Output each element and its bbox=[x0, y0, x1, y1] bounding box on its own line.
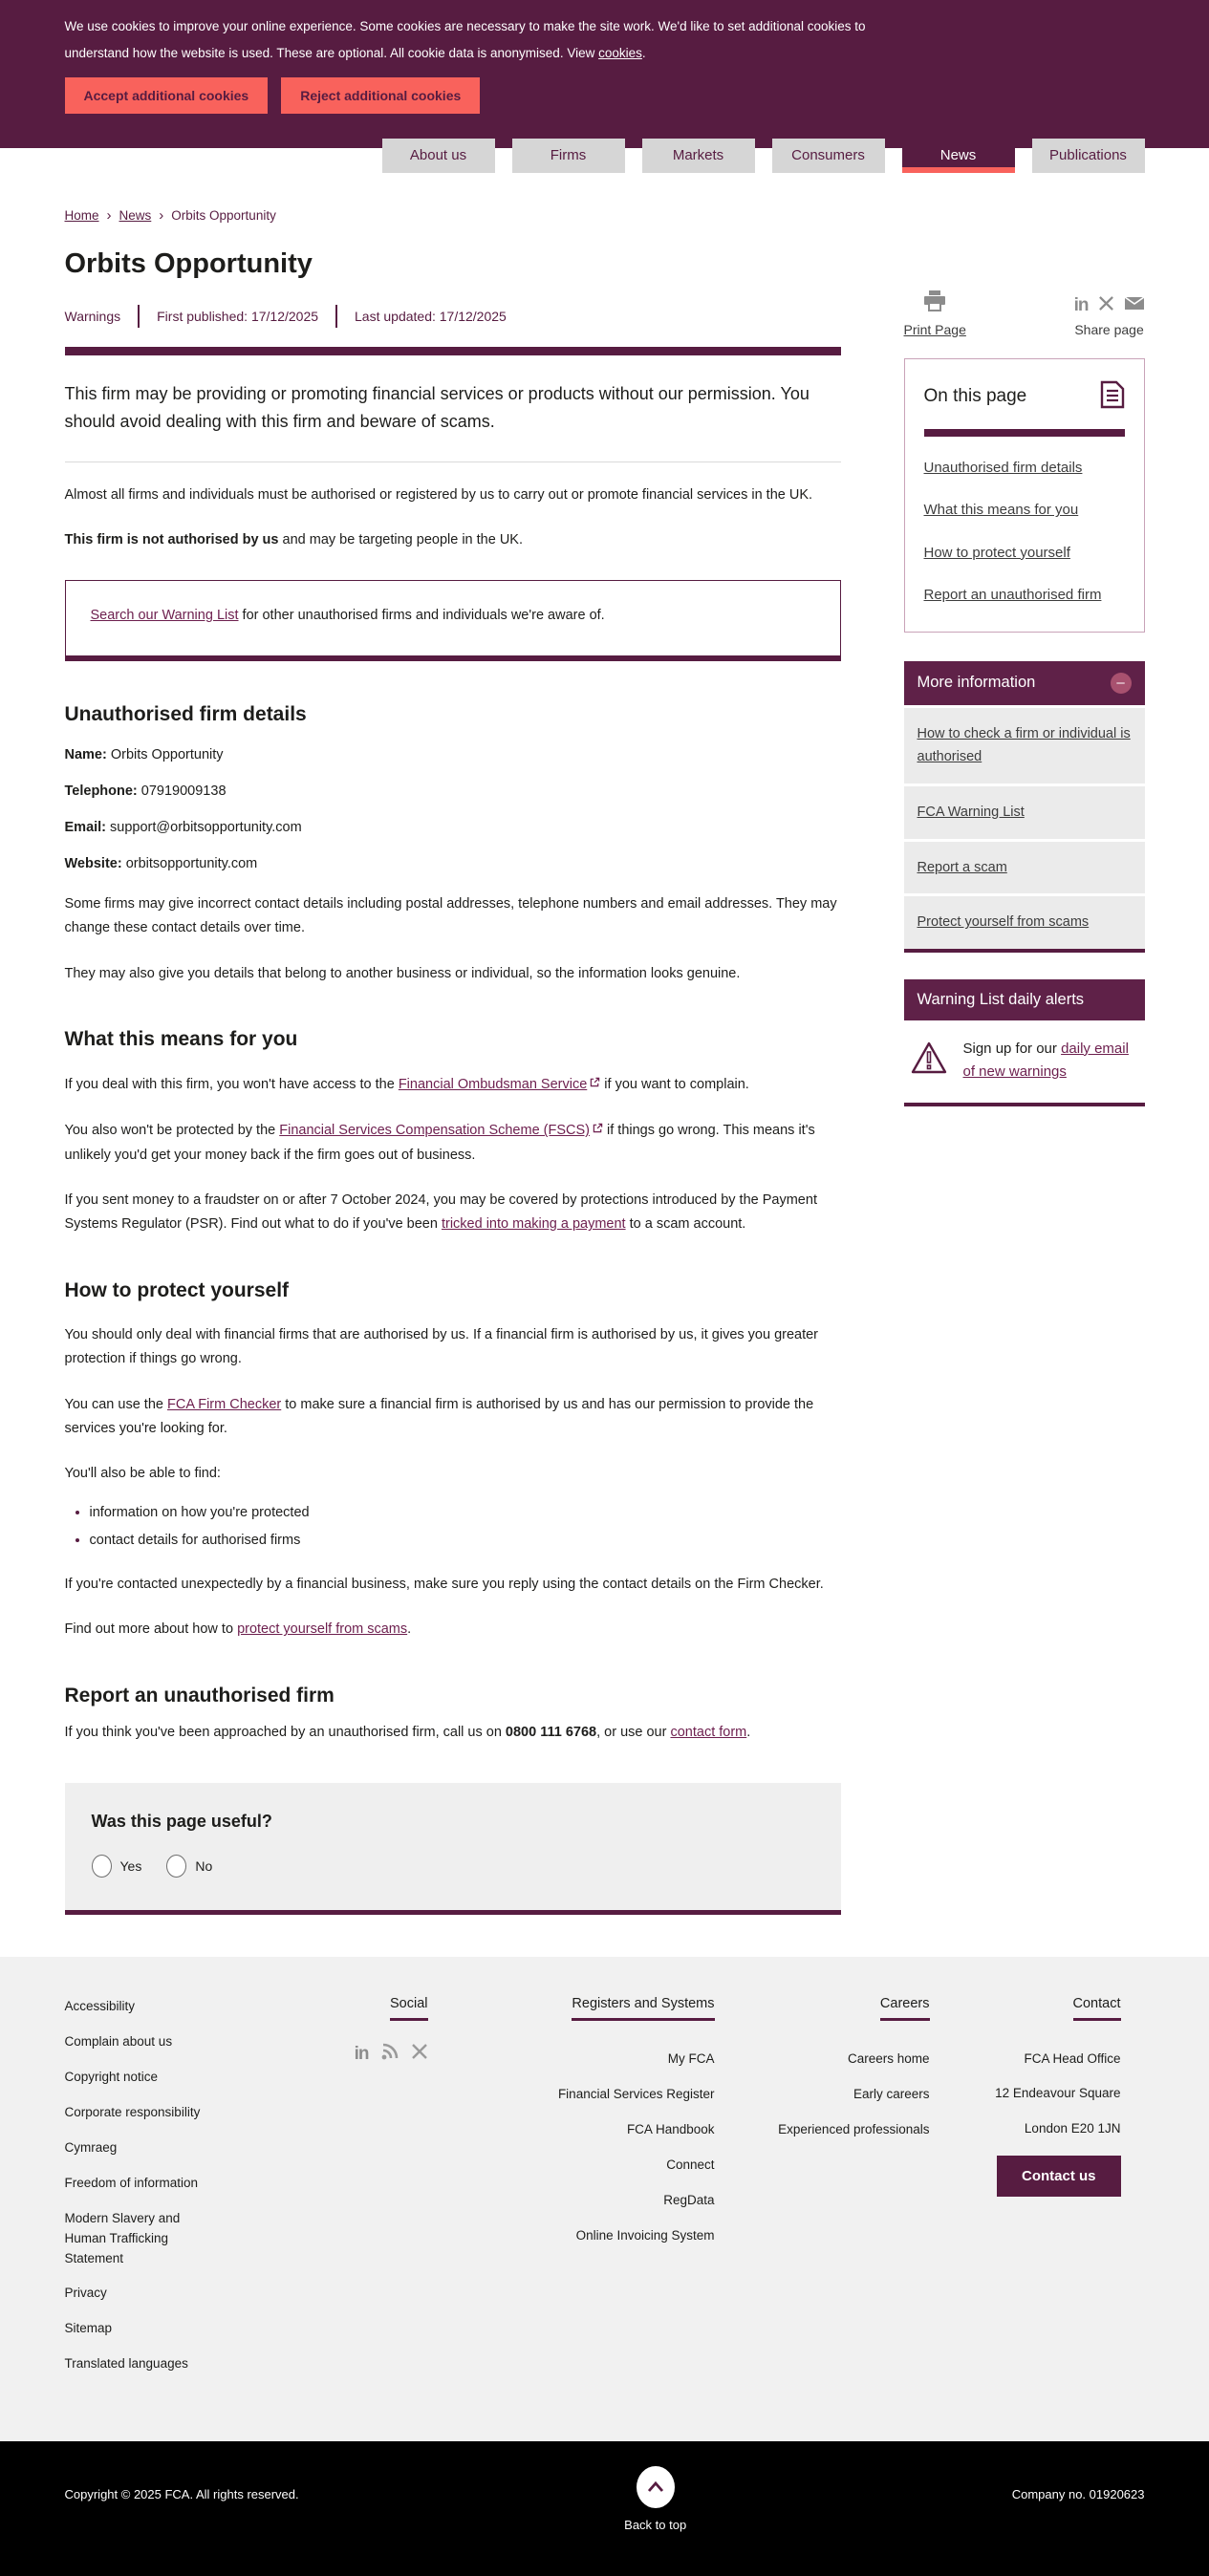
feedback-no-option[interactable] bbox=[166, 1855, 212, 1878]
title-accent-bar bbox=[65, 347, 841, 355]
firm-telephone-label: Telephone: bbox=[64, 783, 138, 799]
text: to a scam account. bbox=[625, 1216, 746, 1233]
on-this-page-link-report-firm[interactable]: Report an unauthorised firm bbox=[923, 587, 1102, 604]
bullet-item: • information on how you're protected bbox=[90, 1502, 841, 1524]
main-content bbox=[65, 248, 841, 1916]
contact-us-button[interactable]: Contact us bbox=[997, 2156, 1121, 2197]
cookie-banner bbox=[0, 0, 1209, 131]
contact-address-line: London E20 1JN bbox=[1024, 2120, 1121, 2136]
copyright-text: Copyright © 2025 FCA. All rights reserved. bbox=[64, 2487, 299, 2502]
warning-list-callout bbox=[65, 580, 841, 661]
report-phone-number: 0800 111 6768 bbox=[505, 1724, 597, 1740]
x-share-icon[interactable] bbox=[1098, 295, 1114, 316]
site-header bbox=[0, 131, 1209, 163]
meta-category: Warnings bbox=[64, 308, 121, 324]
nav-tab-firms[interactable]: Firms bbox=[512, 139, 625, 173]
text: . bbox=[407, 1621, 412, 1638]
intro-paragraph: Almost all firms and individuals must be authorised or registered by us to carry out or promote financial services in the UK. bbox=[64, 487, 813, 504]
warning-alerts-signup bbox=[904, 1020, 1145, 1106]
rss-icon[interactable] bbox=[380, 2042, 399, 2066]
x-icon[interactable] bbox=[411, 2043, 428, 2065]
firm-email-row bbox=[65, 820, 841, 835]
footer-link-regdata[interactable]: RegData bbox=[663, 2192, 715, 2207]
more-information-header[interactable] bbox=[904, 661, 1145, 705]
protect-yourself-scams-link[interactable]: Protect yourself from scams bbox=[917, 914, 1090, 931]
tricked-into-payment-link[interactable]: tricked into making a payment bbox=[441, 1216, 626, 1233]
cookie-message-text: We use cookies to improve your online experience. Some cookies are necessary to make the site work. We'd like to set additional cookies to understand how the website is used. These are optional. All cookie data is anonymised. View bbox=[64, 19, 866, 61]
breadcrumb-news-link[interactable]: News bbox=[119, 207, 152, 223]
on-this-page-link-protect-yourself[interactable]: How to protect yourself bbox=[923, 544, 1070, 561]
contact-address-line: 12 Endeavour Square bbox=[995, 2086, 1121, 2101]
nav-tab-markets[interactable]: Markets bbox=[642, 139, 755, 173]
page-meta bbox=[65, 305, 841, 328]
cookie-message: We use cookies to improve your online experience. Some cookies are necessary to make the site work. We'd like to set additional cookies to understand how the website is used. These are optional. All cookie data is anonymised. View cookies. bbox=[64, 19, 866, 61]
feedback-yes-label: Yes bbox=[119, 1858, 142, 1875]
footer-link-sitemap[interactable]: Sitemap bbox=[64, 2321, 113, 2336]
footer-social-column bbox=[232, 1995, 428, 2374]
text: You can use the bbox=[64, 1396, 167, 1412]
firm-telephone-value: 07919009138 bbox=[140, 783, 227, 799]
meta-first-published: First published: 17/12/2025 bbox=[157, 308, 319, 324]
contact-form-link[interactable]: contact form bbox=[670, 1724, 747, 1740]
breadcrumb-home-link[interactable]: Home bbox=[64, 207, 99, 223]
share-page-action bbox=[1074, 295, 1145, 337]
alerts-signup-text bbox=[963, 1038, 1139, 1084]
company-number-text: Company no. 01920623 bbox=[1011, 2487, 1145, 2502]
warning-triangle-icon bbox=[910, 1041, 948, 1080]
footer-registers-column bbox=[452, 1995, 715, 2374]
what-this-means-paragraph-2 bbox=[65, 1118, 841, 1168]
printer-icon bbox=[922, 299, 947, 315]
footer-link-early-careers[interactable]: Early careers bbox=[853, 2087, 930, 2102]
on-this-page-link-what-this-means[interactable]: What this means for you bbox=[923, 502, 1079, 519]
bullet-item: • contact details for authorised firms bbox=[90, 1530, 841, 1552]
firm-details-heading: Unauthorised firm details bbox=[64, 702, 307, 725]
site-footer bbox=[0, 1957, 1209, 2441]
meta-divider bbox=[335, 305, 337, 328]
what-this-means-paragraph-1 bbox=[65, 1072, 841, 1097]
not-authorised-bold: This firm is not authorised by us bbox=[64, 532, 279, 548]
cookies-link[interactable]: cookies bbox=[598, 46, 642, 61]
on-this-page-link-firm-details[interactable]: Unauthorised firm details bbox=[923, 459, 1083, 476]
email-share-icon[interactable] bbox=[1124, 296, 1145, 315]
footer-link-careers-home[interactable]: Careers home bbox=[847, 2051, 930, 2067]
feedback-no-label: No bbox=[195, 1858, 213, 1875]
share-page-label: Share page bbox=[1074, 321, 1144, 337]
external-link-icon bbox=[593, 1118, 603, 1142]
radio-button[interactable] bbox=[166, 1855, 186, 1878]
nav-tab-news[interactable]: News bbox=[902, 139, 1015, 173]
back-to-top-button[interactable] bbox=[624, 2466, 686, 2532]
print-page-action[interactable] bbox=[904, 290, 966, 337]
footer-registers-heading: Registers and Systems bbox=[572, 1996, 714, 2021]
fca-warning-list-link[interactable]: FCA Warning List bbox=[917, 804, 1025, 820]
firm-name-value: Orbits Opportunity bbox=[110, 746, 224, 762]
more-information-list bbox=[904, 708, 1145, 953]
footer-link-experienced-professionals[interactable]: Experienced professionals bbox=[778, 2122, 930, 2137]
footer-link-fs-register[interactable]: Financial Services Register bbox=[557, 2087, 715, 2102]
meta-divider bbox=[138, 305, 140, 328]
more-information-item bbox=[904, 896, 1145, 949]
more-information-heading: More information bbox=[917, 674, 1036, 692]
feedback-yes-option[interactable] bbox=[92, 1855, 142, 1878]
footer-link-freedom-of-information[interactable]: Freedom of information bbox=[64, 2175, 199, 2190]
chevron-right-icon: › bbox=[106, 206, 112, 224]
what-this-means-paragraph-3 bbox=[65, 1189, 841, 1237]
text: Sign up for our bbox=[962, 1040, 1062, 1057]
chevron-right-icon: › bbox=[159, 206, 164, 224]
breadcrumb bbox=[65, 207, 1145, 224]
feedback-heading: Was this page useful? bbox=[91, 1812, 272, 1832]
fscs-link[interactable]: Financial Services Compensation Scheme (FSCS) bbox=[279, 1123, 590, 1139]
linkedin-icon[interactable]: in bbox=[354, 2043, 369, 2064]
bottom-bar bbox=[0, 2441, 1209, 2576]
footer-link-fca-handbook[interactable]: FCA Handbook bbox=[626, 2122, 715, 2137]
firm-email-value: support@orbitsopportunity.com bbox=[110, 819, 302, 835]
text: If you think you've been approached by an unauthorised firm, call us on bbox=[64, 1724, 506, 1740]
nav-tab-publications[interactable]: Publications bbox=[1032, 139, 1145, 173]
what-this-means-heading: What this means for you bbox=[64, 1027, 298, 1050]
report-firm-paragraph bbox=[65, 1721, 841, 1745]
sidebar bbox=[904, 248, 1145, 1916]
text: If you sent money to a fraudster on or after 7 October 2024, you may be covered by protections introduced by the Payment Systems Regulator (PSR). Find out what to do if you've been bbox=[64, 1192, 817, 1233]
not-authorised-paragraph bbox=[65, 528, 841, 552]
warning-statement: This firm may be providing or promoting financial services or products without our permission. You should avoid dealing with this firm and beware of scams. bbox=[64, 383, 810, 432]
footer-link-corporate-responsibility[interactable]: Corporate responsibility bbox=[64, 2104, 201, 2119]
firm-name-row bbox=[65, 747, 841, 762]
firm-email-label: Email: bbox=[64, 819, 107, 835]
text: Find out more about how to bbox=[64, 1621, 238, 1638]
protect-yourself-heading: How to protect yourself bbox=[64, 1278, 290, 1301]
text: if you want to complain. bbox=[600, 1076, 749, 1092]
meta-last-updated: Last updated: 17/12/2025 bbox=[355, 308, 507, 324]
footer-link-cymraeg[interactable]: Cymraeg bbox=[64, 2139, 118, 2155]
footer-link-my-fca[interactable]: My FCA bbox=[667, 2051, 715, 2067]
footer-legal-column bbox=[65, 1995, 208, 2374]
on-this-page-heading: On this page bbox=[923, 386, 1027, 407]
text: if things go wrong. This means it's unlikely you'd get your money back if the firm goes out of business. bbox=[64, 1123, 815, 1163]
footer-contact-heading: Contact bbox=[1073, 1996, 1121, 2021]
on-this-page-accent-bar bbox=[924, 429, 1125, 437]
footer-careers-heading: Careers bbox=[880, 1996, 930, 2021]
firm-details-paragraph-1: Some firms may give incorrect contact details including postal addresses, telephone numbers and email addresses. They may change these contact details over time. bbox=[64, 895, 837, 936]
collapse-minus-icon[interactable]: – bbox=[1111, 673, 1132, 694]
report-firm-heading: Report an unauthorised firm bbox=[64, 1684, 335, 1707]
warning-alerts-header: Warning List daily alerts bbox=[904, 979, 1145, 1020]
protect-paragraph-3: You'll also be able to find: bbox=[64, 1466, 221, 1482]
contact-address-line: FCA Head Office bbox=[1024, 2051, 1121, 2067]
protect-paragraph-1: You should only deal with financial firms that are authorised by us. If a financial firm is authorised by us, it gives you greater protection if things go wrong. bbox=[64, 1326, 819, 1367]
reject-cookies-button[interactable]: Reject additional cookies bbox=[281, 77, 480, 114]
search-warning-list-link[interactable]: Search our Warning List bbox=[90, 607, 239, 623]
text: If you deal with this firm, you won't have access to the bbox=[64, 1076, 399, 1092]
footer-link-modern-slavery[interactable]: Modern Slavery and Human Trafficking Statement bbox=[64, 2210, 181, 2265]
financial-ombudsman-link[interactable]: Financial Ombudsman Service bbox=[398, 1076, 588, 1092]
footer-social-heading: Social bbox=[390, 1996, 428, 2021]
back-to-top-label: Back to top bbox=[624, 2518, 687, 2533]
warning-list-callout-text: for other unauthorised firms and individuals we're aware of. bbox=[238, 607, 605, 623]
accept-cookies-button[interactable]: Accept additional cookies bbox=[65, 77, 269, 114]
footer-link-connect[interactable]: Connect bbox=[666, 2157, 715, 2172]
firm-details-paragraph-2: They may also give you details that belong to another business or individual, so the information looks genuine. bbox=[64, 965, 741, 981]
linkedin-share-icon[interactable]: in bbox=[1073, 294, 1089, 315]
document-icon bbox=[1100, 380, 1125, 414]
daily-email-signup-link[interactable]: daily email of new warnings bbox=[962, 1040, 1129, 1080]
protect-paragraph-4: If you're contacted unexpectedly by a financial business, make sure you reply using the contact details on the Firm Checker. bbox=[64, 1577, 824, 1593]
page-title: Orbits Opportunity bbox=[64, 247, 313, 279]
footer-link-accessibility[interactable]: Accessibility bbox=[64, 1999, 136, 2014]
fca-firm-checker-link[interactable]: FCA Firm Checker bbox=[167, 1396, 282, 1412]
check-firm-authorised-link[interactable]: How to check a firm or individual is authorised bbox=[917, 725, 1131, 765]
firm-telephone-row bbox=[65, 784, 841, 799]
text: . bbox=[746, 1724, 751, 1740]
text: , or use our bbox=[596, 1724, 671, 1740]
footer-link-privacy[interactable]: Privacy bbox=[64, 2286, 107, 2301]
text: to make sure a financial firm is authorised by us and has our permission to provide the services you're looking for. bbox=[64, 1396, 814, 1436]
protect-from-scams-link[interactable]: protect yourself from scams bbox=[237, 1621, 408, 1638]
radio-button[interactable] bbox=[92, 1855, 112, 1878]
footer-contact-column bbox=[954, 1995, 1121, 2374]
print-page-label[interactable]: Print Page bbox=[903, 321, 966, 337]
not-authorised-rest: and may be targeting people in the UK. bbox=[278, 532, 524, 548]
firm-website-row bbox=[65, 856, 841, 871]
protect-paragraph-5 bbox=[65, 1618, 841, 1642]
on-this-page-box bbox=[904, 358, 1145, 633]
primary-nav bbox=[382, 139, 1145, 173]
protect-bullet-list bbox=[90, 1502, 841, 1552]
protect-paragraph-2 bbox=[65, 1393, 841, 1442]
report-a-scam-link[interactable]: Report a scam bbox=[917, 859, 1007, 875]
external-link-icon bbox=[590, 1072, 600, 1096]
firm-name-label: Name: bbox=[64, 746, 107, 762]
footer-link-translated-languages[interactable]: Translated languages bbox=[64, 2356, 188, 2372]
breadcrumb-current: Orbits Opportunity bbox=[171, 207, 276, 223]
firm-website-label: Website: bbox=[64, 855, 122, 871]
footer-link-copyright[interactable]: Copyright notice bbox=[64, 2070, 159, 2085]
page-feedback-box bbox=[65, 1783, 841, 1915]
more-information-item bbox=[904, 708, 1145, 784]
footer-careers-column bbox=[739, 1995, 930, 2374]
footer-link-complain[interactable]: Complain about us bbox=[64, 2034, 173, 2050]
firm-website-value: orbitsopportunity.com bbox=[125, 855, 258, 871]
chevron-up-icon[interactable] bbox=[637, 2466, 675, 2508]
more-information-item bbox=[904, 786, 1145, 839]
footer-link-online-invoicing[interactable]: Online Invoicing System bbox=[575, 2227, 715, 2243]
nav-tab-about-us[interactable]: About us bbox=[382, 139, 495, 173]
nav-tab-consumers[interactable]: Consumers bbox=[772, 139, 885, 173]
more-information-item bbox=[904, 842, 1145, 894]
text: You also won't be protected by the bbox=[64, 1123, 280, 1139]
